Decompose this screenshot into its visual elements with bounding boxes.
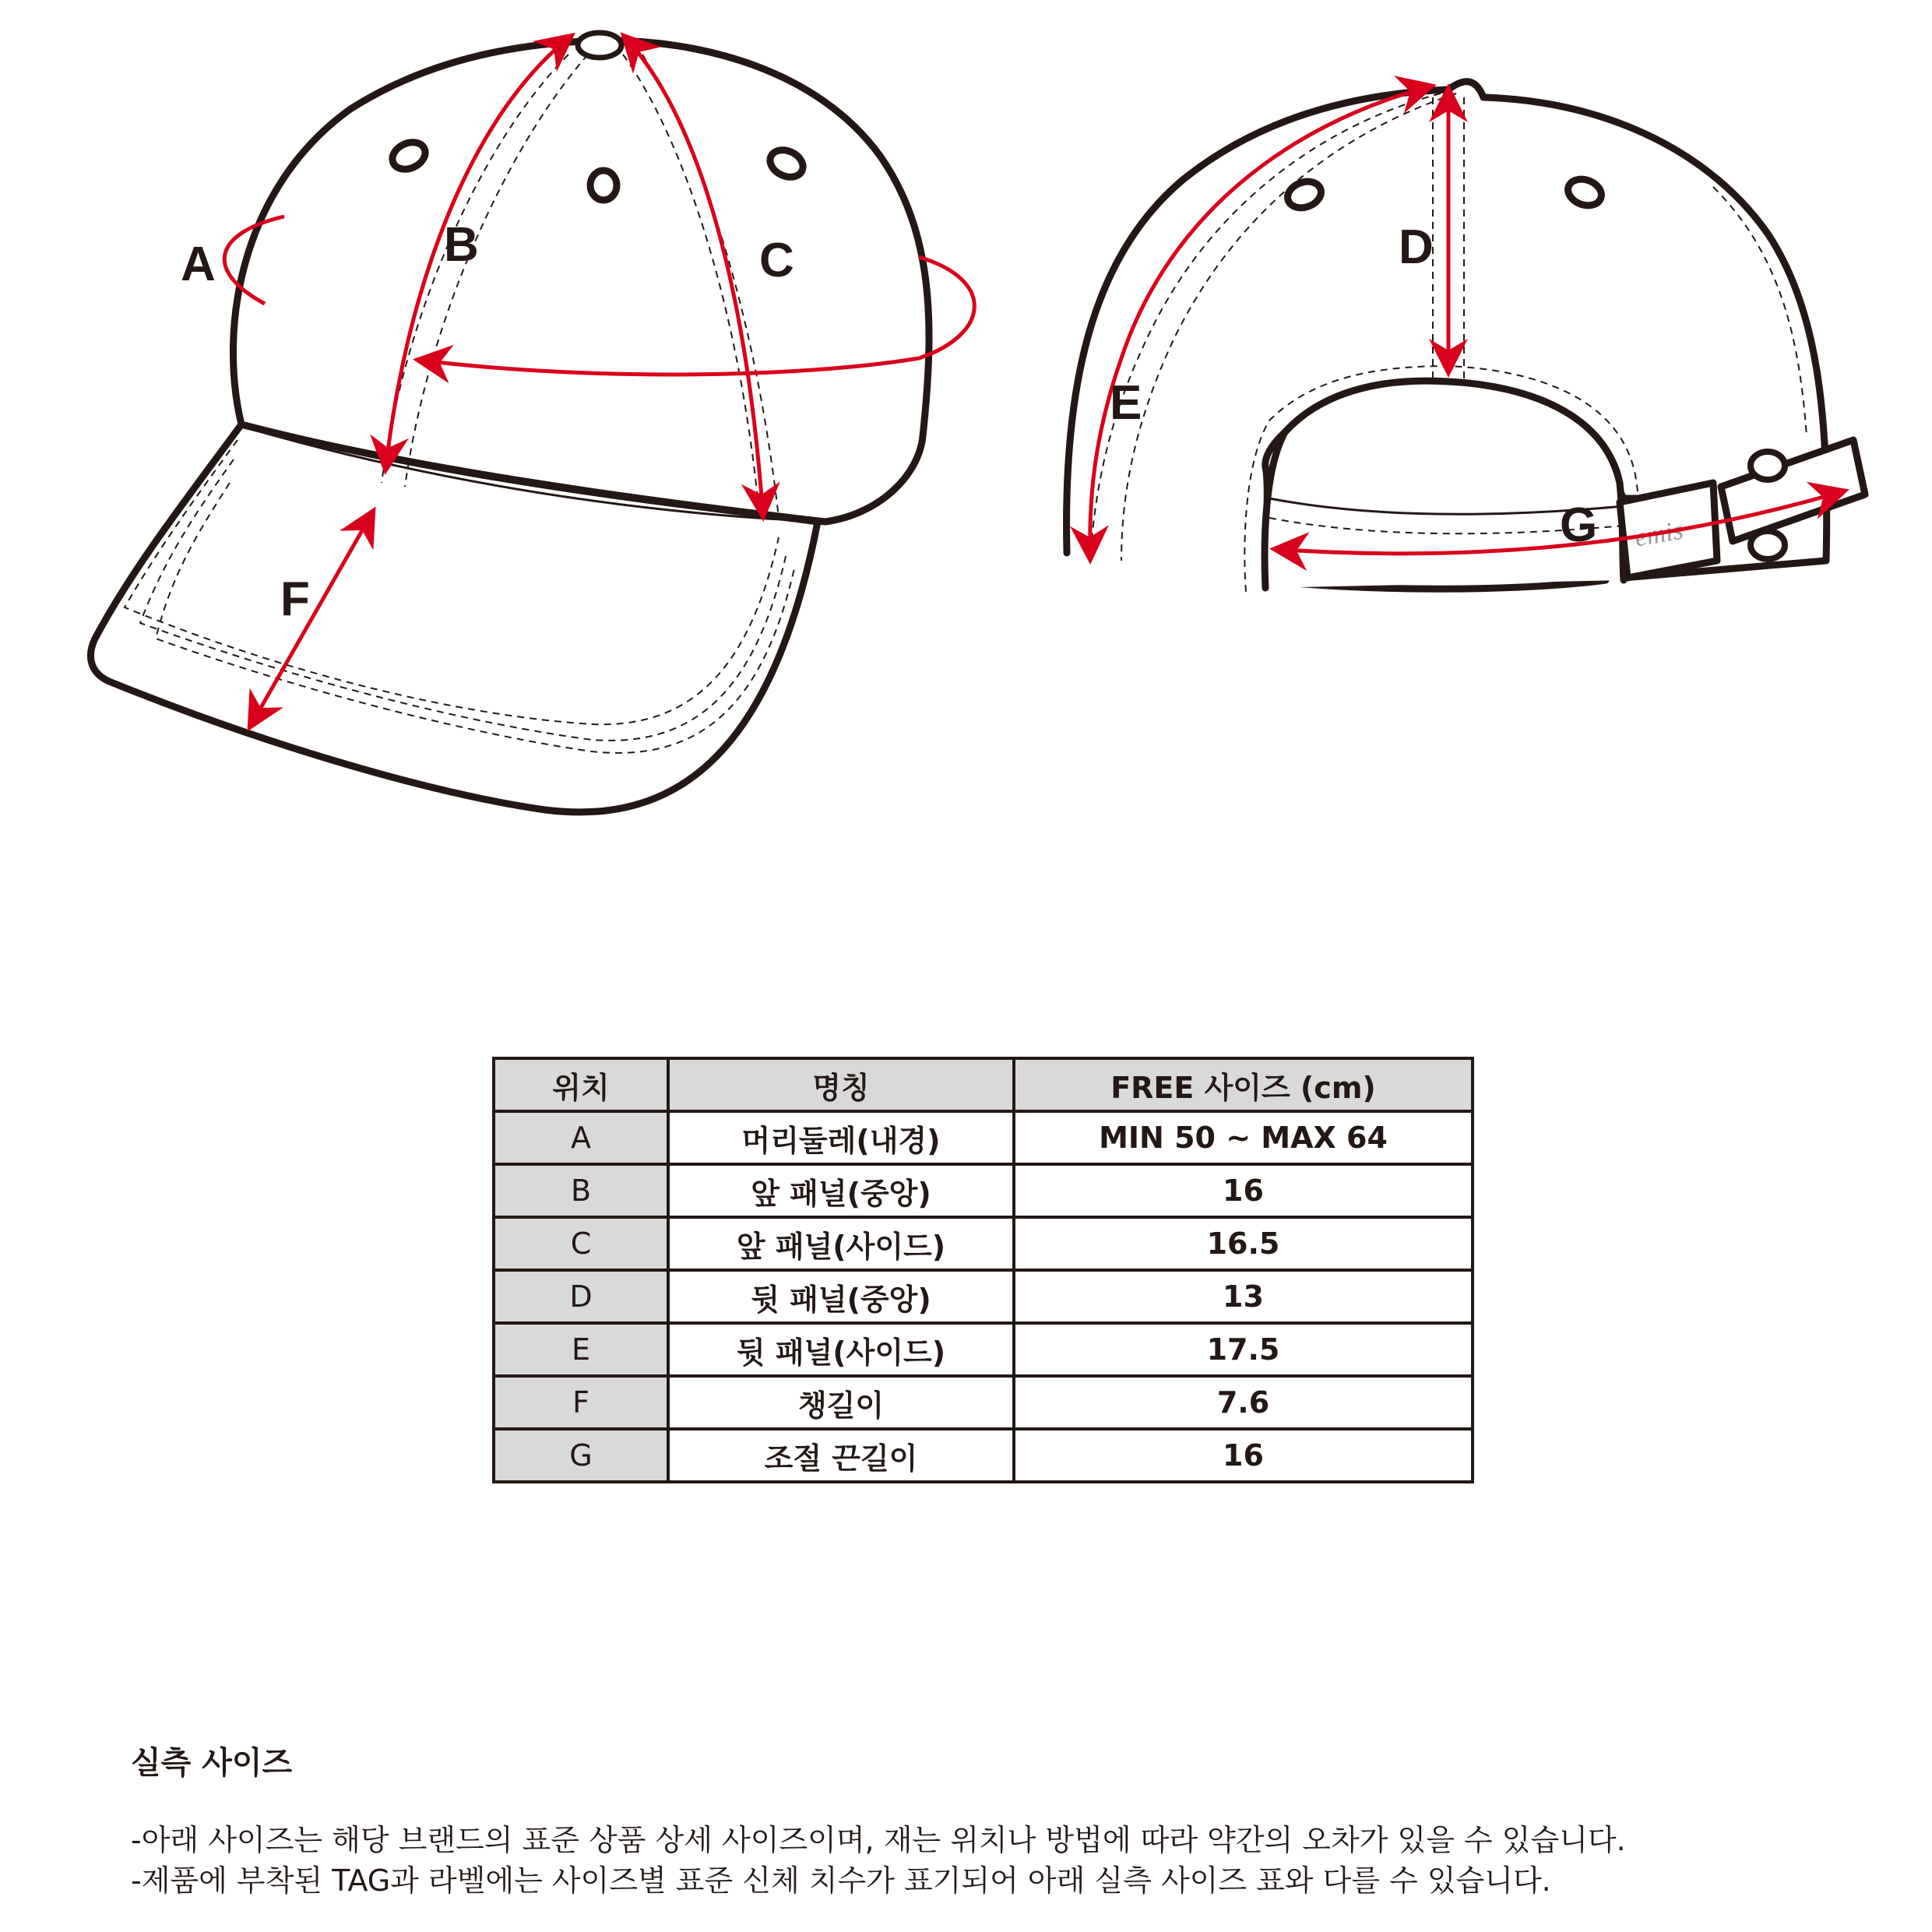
- row-position: D: [494, 1270, 668, 1323]
- table-row: [494, 1270, 1473, 1323]
- note-line: -아래 사이즈는 해당 브랜드의 표준 상품 상세 사이즈이며, 재는 위치나 방법에 따라 약간의 오차가 있을 수 있습니다.: [131, 1823, 1626, 1857]
- table-row: [494, 1429, 1473, 1482]
- header-size: FREE 사이즈 (cm): [1014, 1058, 1473, 1111]
- row-size: 13: [1014, 1270, 1473, 1323]
- row-name: 뒷 패널(중앙): [668, 1270, 1014, 1323]
- label-c: C: [759, 234, 794, 287]
- label-g: G: [1560, 498, 1598, 552]
- header-position: 위치: [494, 1058, 668, 1111]
- table-row: [494, 1217, 1473, 1270]
- row-position: F: [494, 1376, 668, 1429]
- header-name: 명칭: [668, 1058, 1014, 1111]
- note-line: -제품에 부착된 TAG과 라벨에는 사이즈별 표준 신체 치수가 표기되어 아래 실측 사이즈 표와 다를 수 있습니다.: [131, 1863, 1551, 1898]
- label-f: F: [280, 572, 310, 626]
- emis-logo: emis: [1632, 516, 1686, 553]
- notes-title: 실측 사이즈: [131, 1745, 293, 1781]
- row-position: E: [494, 1323, 668, 1376]
- table-header-row: [494, 1058, 1473, 1111]
- table-row: [494, 1164, 1473, 1217]
- row-size: 17.5: [1014, 1323, 1473, 1376]
- row-position: B: [494, 1164, 668, 1217]
- row-name: 머리둘레(내경): [668, 1111, 1014, 1164]
- label-a: A: [181, 238, 216, 291]
- table-row: [494, 1111, 1473, 1164]
- row-name: 챙길이: [668, 1376, 1014, 1429]
- label-d: D: [1399, 220, 1434, 274]
- size-table: [492, 1057, 1474, 1483]
- front-cap-drawing: [90, 33, 974, 812]
- measurement-notes: [131, 1738, 1883, 1901]
- row-name: 앞 패널(사이드): [668, 1217, 1014, 1270]
- table-row: [494, 1323, 1473, 1376]
- row-size: 16.5: [1014, 1217, 1473, 1270]
- row-size: 16: [1014, 1164, 1473, 1217]
- row-name: 조절 끈길이: [668, 1429, 1014, 1482]
- label-e: E: [1110, 376, 1142, 430]
- row-position: G: [494, 1429, 668, 1482]
- row-size: 7.6: [1014, 1376, 1473, 1429]
- row-name: 앞 패널(중앙): [668, 1164, 1014, 1217]
- back-cap-drawing: [1067, 82, 1865, 592]
- row-name: 뒷 패널(사이드): [668, 1323, 1014, 1376]
- row-size: MIN 50 ~ MAX 64: [1014, 1111, 1473, 1164]
- row-size: 16: [1014, 1429, 1473, 1482]
- table-row: [494, 1376, 1473, 1429]
- label-b: B: [444, 218, 479, 272]
- row-position: A: [494, 1111, 668, 1164]
- cap-measurement-diagram: [0, 0, 1932, 857]
- row-position: C: [494, 1217, 668, 1270]
